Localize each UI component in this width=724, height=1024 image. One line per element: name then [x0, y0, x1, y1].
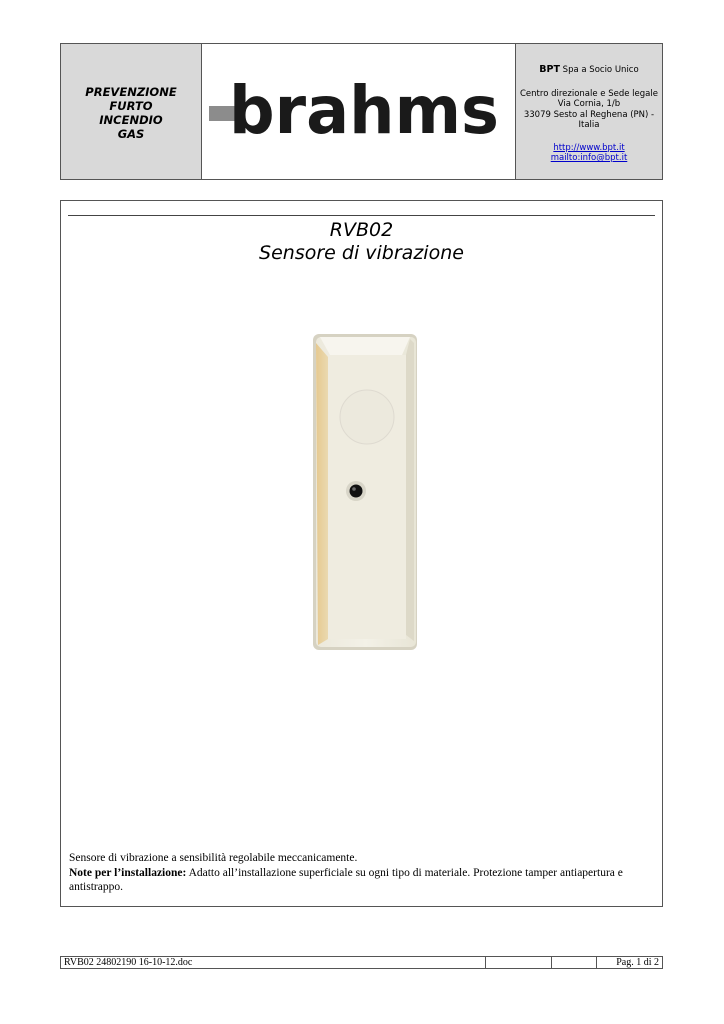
company-address [516, 89, 662, 131]
brahms-logo [209, 77, 509, 147]
product-title [61, 219, 662, 265]
category-prevenzione: PREVENZIONE [85, 84, 177, 99]
website-link[interactable]: http://www.bpt.it [553, 142, 625, 153]
footer-doc-ref: RVB02 24802190 16-10-12.doc [61, 957, 486, 968]
category-box [61, 44, 202, 179]
description-text: Sensore di vibrazione a sensibilità regolabile meccanicamente. [69, 852, 358, 864]
sensor-product-image [310, 331, 420, 653]
category-gas: GAS [117, 126, 145, 141]
company-name-line [516, 65, 662, 76]
product-name: Sensore di vibrazione [259, 242, 464, 264]
document-header [60, 43, 663, 180]
address-line-1: Centro direzionale e Sede legale [520, 88, 658, 99]
product-description [69, 851, 654, 895]
note-text: Adatto all’installazione superficiale su ogni tipo di materiale. Protezione tamper antiapertura e antistrappo. [69, 866, 623, 893]
title-rule [68, 215, 655, 216]
document-footer [60, 956, 663, 969]
footer-empty-cell-1 [486, 957, 552, 968]
logo-box [202, 44, 516, 179]
address-line-3: 33079 Sesto al Reghena (PN) - Italia [523, 109, 655, 130]
installation-note [69, 866, 654, 895]
main-content-box [60, 200, 663, 907]
address-line-2: Via Cornia, 1/b [557, 99, 621, 109]
company-suffix: Spa a Socio Unico [559, 65, 639, 75]
logo-text: brahms [228, 76, 499, 147]
footer-empty-cell-2 [552, 957, 597, 968]
product-code: RVB02 [329, 219, 394, 241]
footer-page-number: Pag. 1 di 2 [616, 957, 659, 968]
category-furto: FURTO [109, 98, 153, 113]
category-incendio: INCENDIO [99, 112, 163, 127]
email-link[interactable]: mailto:info@bpt.it [550, 153, 628, 163]
note-label: Note per l’installazione: [69, 866, 187, 879]
company-name: BPT [539, 64, 560, 75]
company-info [516, 44, 662, 179]
